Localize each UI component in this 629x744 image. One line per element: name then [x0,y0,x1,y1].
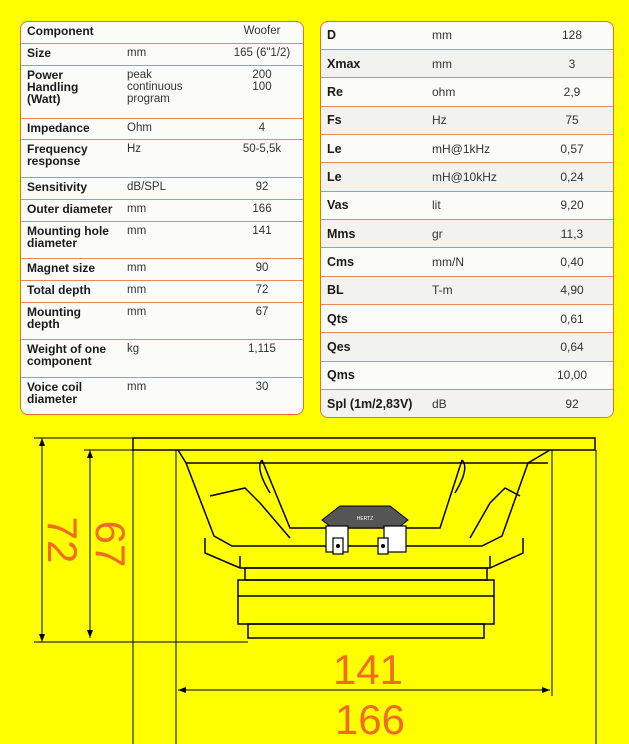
spec-row [21,280,303,302]
spec-value: 50-5,5k [221,140,303,177]
spec-name: Le [321,163,426,191]
spec-value: 166 [221,199,303,221]
spec-value: 0,40 [531,248,613,276]
speaker-flange [133,438,595,450]
speaker-magnet [238,580,494,624]
spec-value: 0,24 [531,163,613,191]
spec-row [321,134,613,162]
spec-value: 30 [255,380,269,393]
spec-name: Qts [321,304,426,332]
spec-row [321,333,613,361]
spec-row [321,276,613,304]
spec-unit [426,361,531,389]
spec-name: Outer diameter [21,199,121,221]
spec-name: Magnet size [21,259,121,281]
spec-unit: mm [426,49,531,77]
spec-name: Sensitivity [21,177,121,199]
spec-name: D [321,22,426,49]
spec-unit [426,333,531,361]
spec-header-row [21,22,303,43]
spec-row [21,340,303,377]
spec-value: Woofer [221,22,303,43]
dim-label-outer-diameter: 166 [334,696,406,743]
brand-mark: HERTZ [356,516,374,522]
spec-row [321,106,613,134]
spec-name: Weight of one component [21,340,121,377]
spec-row [21,259,303,281]
spec-unit [426,304,531,332]
spec-value: 2,9 [531,78,613,106]
spec-value: 200 100 [221,65,303,118]
spec-row [21,221,303,258]
spec-value: 72 [221,280,303,302]
spec-unit: mm/N [426,248,531,276]
spec-value: 92 [221,177,303,199]
spec-table-right [320,21,614,418]
spec-value: 165 (6"1/2) [221,43,303,65]
spec-row [321,390,613,417]
spec-table-left [20,21,304,415]
spec-value: 9,20 [531,191,613,219]
spec-name: Voice coil diameter [27,379,83,406]
spec-row [321,78,613,106]
spec-unit: mH@1kHz [426,134,531,162]
spec-row [21,377,303,414]
spec-name: Qms [321,361,426,389]
spec-value: 10,00 [531,361,613,389]
spec-name: BL [321,276,426,304]
spec-unit: dB/SPL [121,177,221,199]
spec-value: 75 [531,106,613,134]
spec-value: 0,57 [531,134,613,162]
spec-row [21,43,303,65]
spec-value: 141 [221,221,303,258]
spec-name: Power Handling (Watt) [21,65,121,118]
speaker-dimension-drawing [0,428,629,744]
spec-row [21,65,303,118]
spec-name: Size [21,43,121,65]
spec-value: 92 [565,396,579,411]
spec-name: Mounting depth [21,302,121,339]
spec-name: Mms [321,219,426,247]
spec-unit: mH@10kHz [426,163,531,191]
spec-unit: peak continuous program [121,65,221,118]
spec-unit: mm [121,259,221,281]
spec-unit: Ohm [121,118,221,140]
spec-name: Xmax [321,49,426,77]
spec-unit: mm [127,380,147,393]
spec-unit: Hz [121,140,221,177]
spec-value: 4 [221,118,303,140]
spec-name: Spl (1m/2,83V) [327,396,413,411]
spec-name: Le [321,134,426,162]
spec-row [321,22,613,49]
spec-name: Impedance [21,118,121,140]
spec-value: 4,90 [531,276,613,304]
spec-unit: dB [432,396,447,411]
spec-unit: ohm [426,78,531,106]
spec-row [21,177,303,199]
dim-label-mounting-depth: 67 [87,520,134,568]
dim-label-mounting-hole: 141 [332,646,404,693]
spec-unit: mm [121,43,221,65]
spec-unit [121,22,221,43]
spec-value: 67 [221,302,303,339]
spec-value: 0,61 [531,304,613,332]
speaker-terminal-block [322,506,408,554]
spec-name: Re [321,78,426,106]
spec-value: 128 [531,22,613,49]
spec-unit: gr [426,219,531,247]
spec-name: Mounting hole diameter [21,221,121,258]
spec-row [21,199,303,221]
spec-unit: mm [121,221,221,258]
spec-value: 11,3 [531,219,613,247]
spec-name: Vas [321,191,426,219]
spec-row [21,140,303,177]
spec-name: Cms [321,248,426,276]
spec-name: Total depth [21,280,121,302]
spec-value: 3 [531,49,613,77]
spec-row [321,248,613,276]
spec-row [321,304,613,332]
spec-unit: T-m [426,276,531,304]
spec-name: Component [21,22,121,43]
spec-unit: kg [121,340,221,377]
spec-unit: lit [426,191,531,219]
spec-row [321,361,613,389]
spec-row [321,163,613,191]
dim-label-total-depth: 72 [39,516,86,564]
spec-row [321,191,613,219]
spec-name: Fs [321,106,426,134]
spec-unit: Hz [426,106,531,134]
spec-name: Frequency response [21,140,121,177]
spec-row [21,118,303,140]
spec-value: 1,115 [221,340,303,377]
spec-unit: mm [121,199,221,221]
spec-row [321,49,613,77]
spec-unit: mm [121,280,221,302]
spec-value: 0,64 [531,333,613,361]
spec-value: 90 [221,259,303,281]
spec-name: Qes [321,333,426,361]
spec-unit: mm [121,302,221,339]
spec-row [321,219,613,247]
spec-row [21,302,303,339]
spec-unit: mm [426,22,531,49]
